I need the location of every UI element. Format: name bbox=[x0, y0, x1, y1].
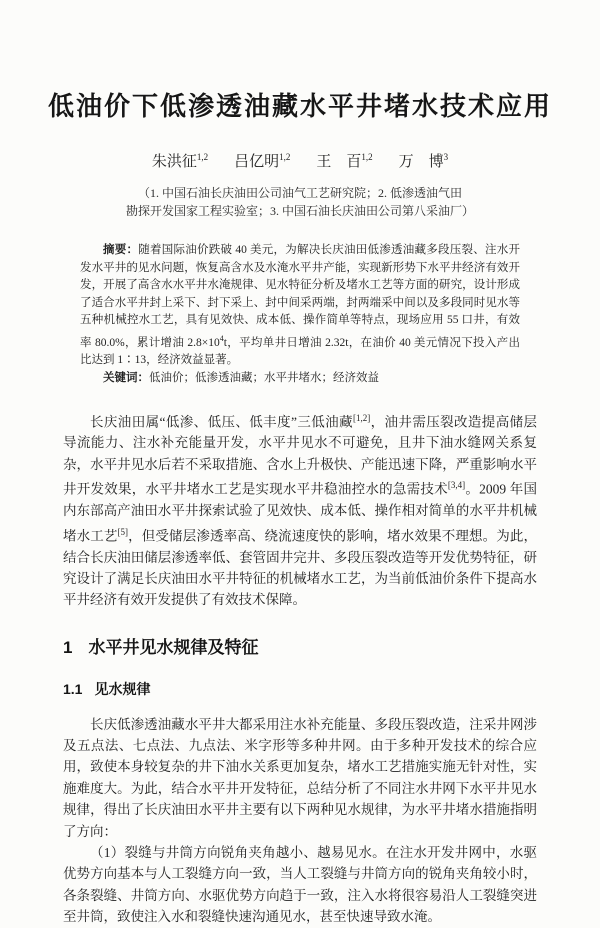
author-2-name: 吕亿明 bbox=[234, 154, 280, 170]
citation-ref-1: [1,2] bbox=[352, 412, 371, 423]
author-4-name: 万 博 bbox=[398, 154, 444, 170]
citation-ref-3: [5] bbox=[117, 526, 129, 537]
affiliation-line-1: （1. 中国石油长庆油田公司油气工艺研究院；2. 低渗透油气田 bbox=[137, 186, 462, 200]
author-2-affiliation-sup: 1,2 bbox=[279, 152, 291, 162]
section-1-heading bbox=[63, 637, 537, 658]
author-2 bbox=[234, 154, 290, 170]
citation-ref-2: [3,4] bbox=[447, 480, 466, 491]
intro-seg-4: ，但受储层渗透率高、绕流速度快的影响，堵水效果不理想。为此，结合长庆油田储层渗透率低、套管固井完井、多段压裂改造等开发优势特征，研究设计了满足长庆油田水平井特征的机械堵水工艺，为当前低油价条件下提高水平井经济有效开发提供了有效技术保障。 bbox=[63, 528, 538, 608]
intro-seg-3: 。2009 年国内东部高产油田水平井探索试验了见效快、成本低、操作相对简单的水平井机械堵水工艺 bbox=[63, 481, 537, 544]
abstract-label: 摘要： bbox=[103, 244, 139, 256]
section-1-1-heading bbox=[63, 679, 537, 700]
keywords-text: 低油价；低渗透油藏；水平井堵水；经济效益 bbox=[149, 371, 379, 384]
water-breakthrough-paragraph: 长庆低渗透油藏水平井大都采用注水补充能量、多段压裂改造，注采井网涉及五点法、七点法、九点法、米字形等多种井网。由于多种开发技术的综合应用，致使本身较复杂的井下油水关系更加复杂，堵水工艺措施实施无针对性，实施难度大。为此，结合水平井开发特征，总结分析了不同注水井网下水平井见水规律，得出了长庆油田水平井主要有以下两种见水规律，为水平井堵水措施指明了方向： bbox=[63, 716, 537, 839]
main-text bbox=[63, 408, 537, 928]
author-1 bbox=[152, 154, 208, 170]
section-1-1-number: 1.1 bbox=[63, 681, 83, 698]
author-1-name: 朱洪征 bbox=[151, 154, 197, 170]
author-1-affiliation-sup: 1,2 bbox=[196, 152, 209, 162]
affiliation-block bbox=[0, 184, 600, 220]
intro-seg-1: 长庆油田属“低渗、低压、低丰度”三低油藏 bbox=[90, 414, 353, 430]
author-4 bbox=[399, 154, 449, 170]
author-3-name: 王 百 bbox=[316, 154, 362, 170]
section-1-1-title: 见水规律 bbox=[94, 681, 151, 698]
abstract-text-2: t，平均单井日增油 2.32t，在油价 40 美元情况下投入产出比达到 1∶13，经济效益显著。 bbox=[80, 336, 520, 367]
section-1-title: 水平井见水规律及特征 bbox=[88, 637, 259, 657]
author-3-affiliation-sup: 1,2 bbox=[361, 152, 373, 162]
abstract-text-1: 随着国际油价跌破 40 美元，为解决长庆油田低渗透油藏多段压裂、注水开发水平井的见水问题，恢复高含水及水淹水平井产能，实现新形势下水平井经济有效开发，开展了高含水水平井水淹规律、见水特征分析及堵水工艺等方面的研究，设计形成了适合水平井封上采下、封下采上、封中间采两端，封两端采中间以及多段同时见水等五种机械控水工艺，具有见效快、成本低、操作简单等特点，现场应用 55 口井，有效率 80.0%，累计增油 2.8×10 bbox=[80, 244, 520, 349]
abstract-exponent: 4 bbox=[219, 333, 224, 343]
abstract-paragraph bbox=[80, 242, 520, 370]
intro-seg-2: ，油井需压裂改造提高储层导流能力、注水补充能量开发，水平井见水不可避免，且井下油水缝网关系复杂，水平井见水后若不采取措施、含水上升极快、产能迅速下降，严重影响水平井开发效果，水平井堵水工艺是实现水平井稳油控水的急需技术 bbox=[63, 414, 538, 497]
paper-title: 低油价下低渗透油藏水平井堵水技术应用 bbox=[47, 91, 552, 121]
intro-paragraph bbox=[63, 408, 537, 611]
author-line bbox=[0, 150, 600, 171]
abstract-block bbox=[80, 242, 520, 388]
keywords-line bbox=[80, 370, 520, 388]
author-4-affiliation-sup: 3 bbox=[443, 152, 449, 162]
rule-item-1-paragraph: （1）裂缝与井筒方向锐角夹角越小、越易见水。在注水开发井网中，水驱优势方向基本与人工裂缝方向一致，当人工裂缝与井筒方向的锐角夹角较小时，各条裂缝、井筒方向、水驱优势方向趋于一致，注入水将很容易沿人工裂缝突进至井筒，致使注入水和裂缝快速沟通见水，甚至快速导致水淹。 bbox=[63, 844, 537, 925]
keywords-label: 关键词： bbox=[103, 371, 149, 384]
affiliation-line-2: 勘探开发国家工程实验室；3. 中国石油长庆油田公司第八采油厂） bbox=[125, 204, 474, 218]
section-1-number: 1 bbox=[63, 637, 73, 657]
author-3 bbox=[316, 154, 372, 170]
